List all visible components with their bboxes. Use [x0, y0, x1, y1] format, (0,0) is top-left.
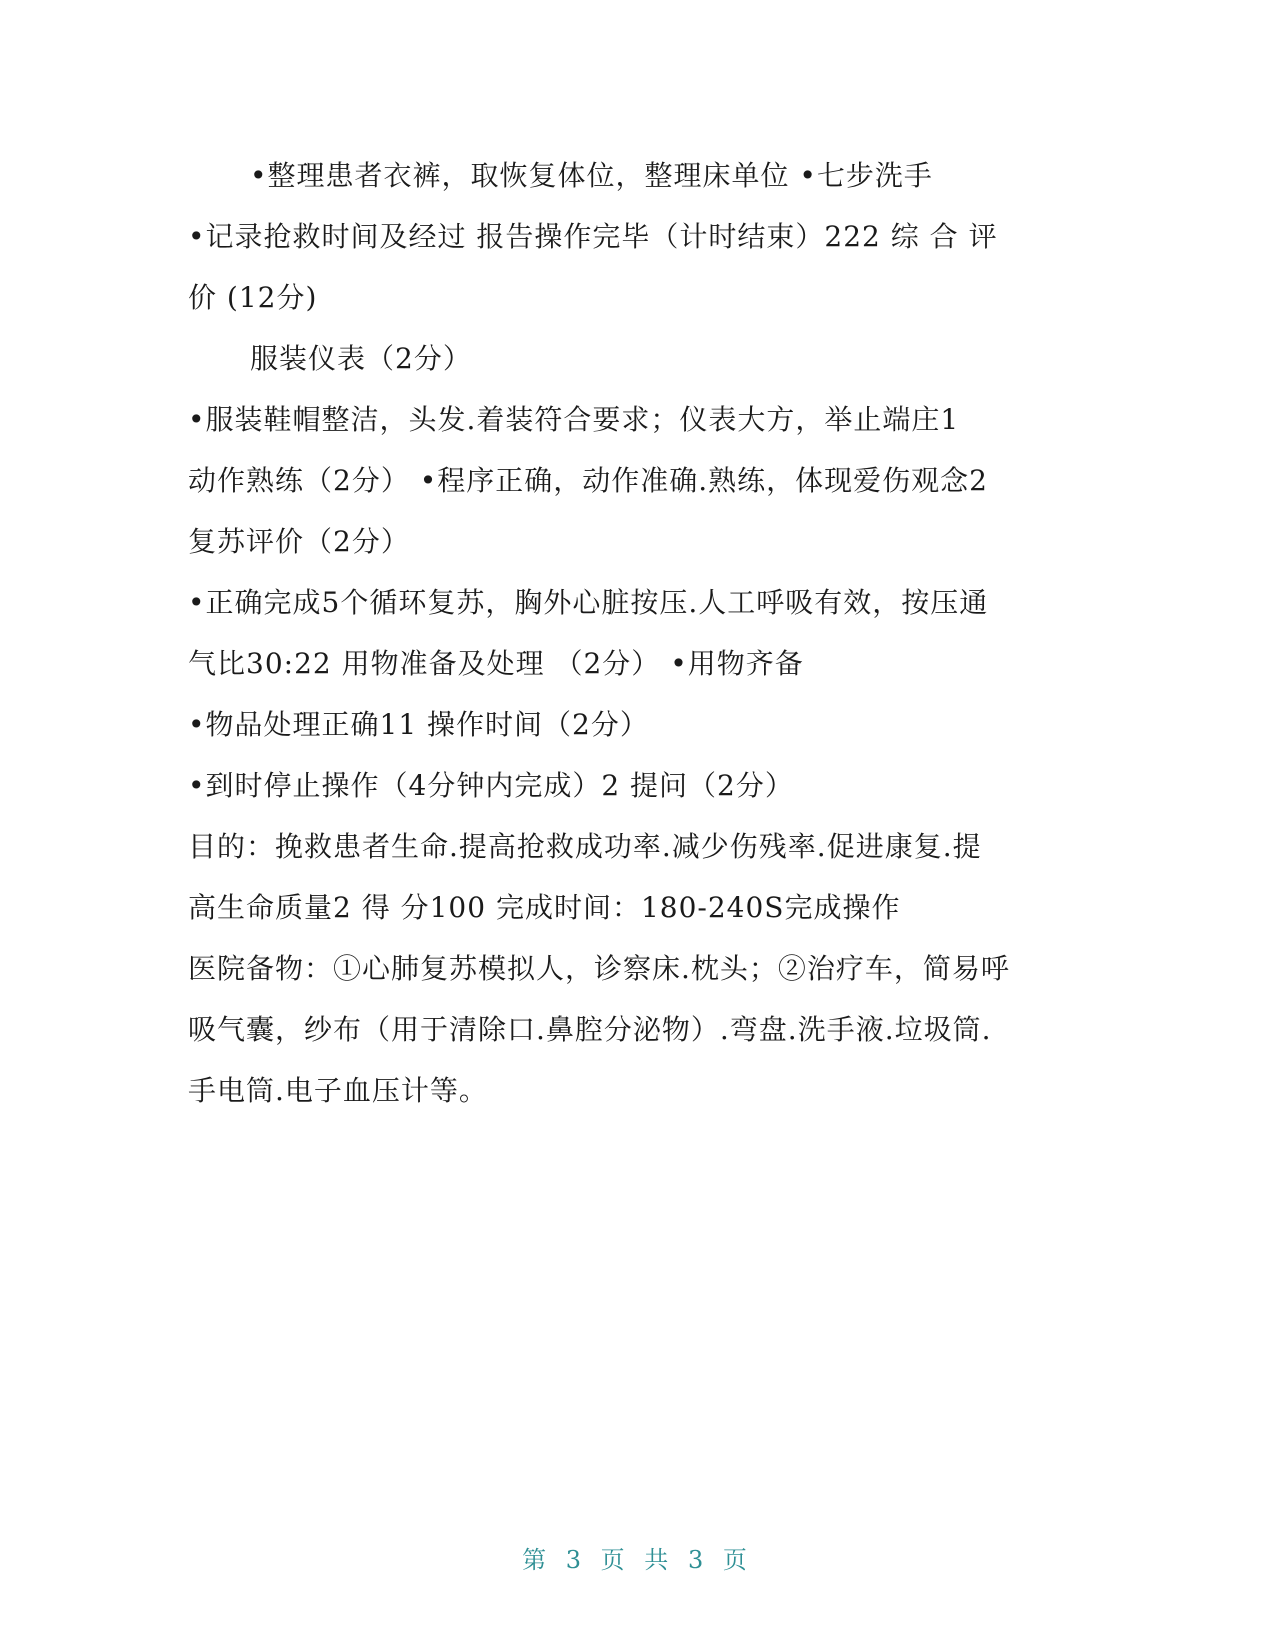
- text-line-8: •正确完成5个循环复苏，胸外心脏按压.人工呼吸有效，按压通: [188, 586, 989, 619]
- text-line-6: 动作熟练（2分） •程序正确，动作准确.熟练，体现爱伤观念2: [188, 464, 988, 497]
- text-line-11: •到时停止操作（4分钟内完成）2 提问（2分）: [188, 769, 794, 802]
- text-line-14: 医院备物：①心肺复苏模拟人，诊察床.枕头；②治疗车，简易呼: [188, 952, 1010, 985]
- text-line-2: •记录抢救时间及经过 报告操作完毕（计时结束）222 综 合 评: [188, 220, 998, 253]
- document-body: [188, 145, 1088, 1121]
- text-line-15: 吸气囊，纱布（用于清除口.鼻腔分泌物）.弯盘.洗手液.垃圾筒.: [188, 1013, 992, 1046]
- page-number-footer: 第 3 页 共 3 页: [522, 1546, 753, 1574]
- text-line-13: 高生命质量2 得 分100 完成时间：180-240S完成操作: [188, 891, 901, 924]
- text-line-12: 目的：挽救患者生命.提高抢救成功率.减少伤残率.促进康复.提: [188, 830, 982, 863]
- text-line-16: 手电筒.电子血压计等。: [188, 1074, 488, 1107]
- text-line-5: •服装鞋帽整洁，头发.着装符合要求；仪表大方，举止端庄1: [188, 403, 960, 436]
- text-line-1: •整理患者衣裤，取恢复体位，整理床单位 •七步洗手: [250, 159, 933, 192]
- text-line-10: •物品处理正确11 操作时间（2分）: [188, 708, 649, 741]
- text-line-7: 复苏评价（2分）: [188, 525, 410, 558]
- text-line-9: 气比30:22 用物准备及处理 （2分） •用物齐备: [188, 647, 804, 680]
- section-heading-attire: 服装仪表（2分）: [250, 342, 472, 375]
- text-line-3: 价 (12分): [188, 281, 318, 314]
